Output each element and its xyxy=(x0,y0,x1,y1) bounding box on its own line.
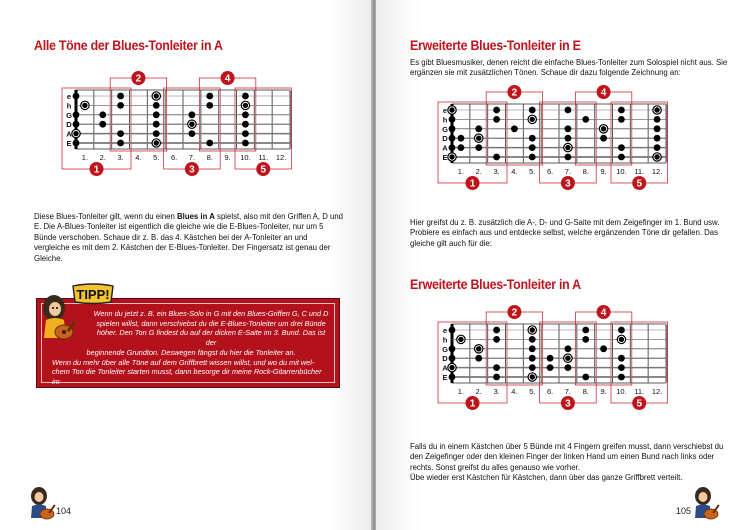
note-marker xyxy=(242,111,249,118)
root-note-center xyxy=(154,140,159,145)
fretboard-svg xyxy=(58,66,308,188)
fret-number: 4. xyxy=(135,153,142,162)
note-marker xyxy=(565,135,572,142)
fret-number: 1. xyxy=(457,167,465,176)
tip-line: Voggenreiter Verlag. xyxy=(52,386,119,396)
note-marker xyxy=(117,102,124,109)
left-page xyxy=(0,0,372,530)
root-note-center xyxy=(154,93,159,98)
note-marker xyxy=(565,154,572,161)
string-label: G xyxy=(442,344,448,354)
note-marker xyxy=(618,374,625,381)
root-note-center xyxy=(619,337,624,342)
fretboard-svg xyxy=(434,80,684,202)
note-marker xyxy=(206,102,213,109)
note-marker xyxy=(117,140,124,147)
fretboard-diagram-e-extended xyxy=(434,80,684,202)
note-marker xyxy=(493,116,500,123)
note-marker xyxy=(449,327,456,334)
fret-number: 11. xyxy=(634,167,645,176)
fret-number: 7. xyxy=(564,167,572,176)
note-marker xyxy=(529,107,536,114)
note-marker xyxy=(242,140,249,147)
note-marker xyxy=(493,327,500,334)
note-marker xyxy=(493,336,500,343)
fret-number: 11. xyxy=(258,153,269,162)
note-marker xyxy=(600,345,607,352)
string-label: A xyxy=(442,363,448,373)
root-note-center xyxy=(449,107,454,112)
fret-number: 8. xyxy=(582,167,589,176)
middle-paragraph: Hier greifst du z. B. zusätzlich die A-, D- und G-Saite mit dem Zeigefinger im 1. Bund usw. Probiere es einfach aus und entdecke selbst, welche ergänzenden Töne dir gefallen. Das gleiche gilt auch für die: xyxy=(410,218,720,248)
note-marker xyxy=(73,121,80,128)
paragraph-part2: spielst, also mit den Griffen A, D und E. Die A-Blues-Tonleiter ist eigentlich die gleiche wie die E-Blues-Tonleiter, nur um 5 Bünde verschoben. Schaue dir z. B. das 4. Kästchen bei der A-Tonleiter an und vergleiche es mit dem 2. Kästchen der E-Blues-Tonleiter. Der Fingersatz ist genau der Gleiche. xyxy=(34,212,344,263)
note-marker xyxy=(618,355,625,362)
note-marker xyxy=(117,93,124,100)
root-note-center xyxy=(601,126,606,131)
note-marker xyxy=(529,135,536,142)
fretboard-svg xyxy=(434,300,684,422)
note-marker xyxy=(582,336,589,343)
note-marker xyxy=(618,154,625,161)
note-marker xyxy=(475,144,482,151)
root-note-center xyxy=(476,136,481,141)
note-marker xyxy=(117,130,124,137)
tip-badge xyxy=(70,283,116,305)
fret-number: 10. xyxy=(616,167,627,176)
root-note-center xyxy=(530,327,535,332)
position-box-number: 3 xyxy=(189,164,195,176)
paragraph-a-blues xyxy=(34,212,344,264)
note-marker xyxy=(475,355,482,362)
page-number-right: 105 xyxy=(676,506,692,516)
root-note-center xyxy=(530,117,535,122)
fret-number: 5. xyxy=(529,387,536,396)
fret-number: 1. xyxy=(81,153,89,162)
heading-e-extended: Erweiterte Blues-Tonleiter in E xyxy=(410,38,581,53)
note-marker xyxy=(458,144,465,151)
note-marker xyxy=(206,93,213,100)
note-marker xyxy=(449,345,456,352)
heading-a-extended: Erweiterte Blues-Tonleiter in A xyxy=(410,277,581,292)
string-label: D xyxy=(442,354,448,364)
fret-number: 5. xyxy=(153,153,160,162)
fret-number: 6. xyxy=(170,153,178,162)
tip-line: höher. Den Ton G findest du auf der dicken E-Saite im 3. Bund. Das ist der xyxy=(96,328,326,348)
fret-number: 6. xyxy=(546,387,554,396)
string-label: G xyxy=(442,124,448,134)
fret-number: 8. xyxy=(582,387,589,396)
tip-line: Wenn du mehr über alle Töne auf dem Griffbrett wissen willst, und wo du mit wel- xyxy=(52,357,315,367)
root-note-center xyxy=(476,346,481,351)
string-label: e xyxy=(442,106,448,115)
fret-number: 12. xyxy=(275,153,287,162)
fret-number: 3. xyxy=(117,153,124,162)
note-marker xyxy=(493,364,500,371)
root-note-center xyxy=(565,145,570,150)
root-note-center xyxy=(458,337,463,342)
note-marker xyxy=(582,116,589,123)
note-marker xyxy=(547,355,554,362)
string-label: h xyxy=(442,115,448,125)
note-marker xyxy=(99,111,106,118)
note-marker xyxy=(529,345,536,352)
note-marker xyxy=(242,121,249,128)
string-label: A xyxy=(442,143,448,153)
paragraph-bold: Blues in A xyxy=(177,212,215,221)
note-marker xyxy=(73,111,80,118)
tip-line: chem Ton die Tonleiter starten musst, dann besorge dir meine Rock-Gitarrenbücher im xyxy=(52,367,322,386)
string-label: E xyxy=(442,153,448,162)
note-marker xyxy=(529,336,536,343)
fret-number: 1. xyxy=(457,387,465,396)
fret-number: 7. xyxy=(564,387,572,396)
fret-number: 2. xyxy=(475,387,482,396)
root-note-center xyxy=(189,122,194,127)
note-marker xyxy=(189,111,196,118)
position-box-number: 5 xyxy=(636,398,643,410)
note-marker xyxy=(153,102,160,109)
string-label: E xyxy=(442,373,448,382)
note-marker xyxy=(582,374,589,381)
note-marker xyxy=(582,327,589,334)
note-marker xyxy=(618,116,625,123)
fret-number: 4. xyxy=(511,387,518,396)
note-marker xyxy=(475,125,482,132)
tip-text xyxy=(52,309,330,396)
root-note-center xyxy=(82,103,87,108)
root-note-center xyxy=(654,107,659,112)
string-label: h xyxy=(442,335,448,345)
position-box-number: 5 xyxy=(636,178,643,190)
note-marker xyxy=(618,364,625,371)
note-marker xyxy=(654,144,661,151)
root-note-center xyxy=(243,103,248,108)
note-marker xyxy=(654,135,661,142)
root-note-center xyxy=(73,131,78,136)
note-marker xyxy=(449,116,456,123)
mascot-icon xyxy=(28,486,58,522)
paragraph-part1: Diese Blues-Tonleiter gilt, wenn du einen xyxy=(34,212,178,221)
note-marker xyxy=(565,345,572,352)
note-marker xyxy=(493,374,500,381)
note-marker xyxy=(618,327,625,334)
string-label: h xyxy=(66,101,72,111)
note-marker xyxy=(529,355,536,362)
note-marker xyxy=(206,140,213,147)
note-marker xyxy=(449,135,456,142)
fret-number: 12. xyxy=(651,167,663,176)
string-label: E xyxy=(66,139,72,148)
position-box-number: 2 xyxy=(511,87,518,99)
note-marker xyxy=(73,93,80,100)
fret-number: 8. xyxy=(206,153,213,162)
fret-number: 3. xyxy=(493,387,500,396)
note-marker xyxy=(449,125,456,132)
note-marker xyxy=(511,125,518,132)
note-marker xyxy=(99,121,106,128)
tip-line: spielen willst, dann verschiebst du die E-Blues-Tonleiter um drei Bünde xyxy=(96,318,326,328)
note-marker xyxy=(547,364,554,371)
root-note-center xyxy=(449,154,454,159)
note-marker xyxy=(449,144,456,151)
fret-number: 11. xyxy=(634,387,645,396)
position-box-number: 5 xyxy=(260,164,267,176)
root-note-center xyxy=(654,154,659,159)
note-marker xyxy=(449,355,456,362)
note-marker xyxy=(189,130,196,137)
tip-badge-label: TIPP! xyxy=(76,287,110,302)
string-label: A xyxy=(66,129,72,139)
note-marker xyxy=(242,93,249,100)
fret-number: 12. xyxy=(651,387,663,396)
position-box-number: 4 xyxy=(600,87,607,99)
intro-paragraph: Es gibt Bluesmusiker, denen reicht die einfache Blues-Tonleiter zum Solospiel nicht aus. Sie ergänzen sie mit zusätzlichen Tönen. Schaue dir dazu folgende Zeichnung an: xyxy=(410,58,728,78)
fretboard-diagram-a-blues xyxy=(58,66,308,188)
position-box-number: 1 xyxy=(469,178,476,190)
fret-number: 2. xyxy=(475,167,482,176)
fret-number: 5. xyxy=(529,167,536,176)
fret-number: 9. xyxy=(600,387,607,396)
position-box-number: 2 xyxy=(135,73,142,85)
fret-number: 9. xyxy=(600,167,607,176)
bottom-paragraph: Falls du in einem Kästchen über 5 Bünde mit 4 Fingern greifen musst, dann verschiebst du den Zeigefinger oder den kleinen Finger der linken Hand um einen Bund nach links oder rechts. Sonst greifst du alles genauso wie vorher. Übe wieder erst Kästchen für Kästchen, dann über das ganze Griffbrett verteilt. xyxy=(410,442,724,483)
note-marker xyxy=(565,107,572,114)
fret-number: 10. xyxy=(240,153,251,162)
fret-number: 6. xyxy=(546,167,554,176)
tip-line: beginnende Grundton. Deswegen fängst du hier die Tonleiter an. xyxy=(86,347,296,357)
string-label: D xyxy=(66,120,72,130)
note-marker xyxy=(153,121,160,128)
note-marker xyxy=(654,125,661,132)
string-label: G xyxy=(66,110,72,120)
position-box-number: 4 xyxy=(224,73,231,85)
note-marker xyxy=(654,116,661,123)
fret-number: 3. xyxy=(493,167,500,176)
note-marker xyxy=(153,130,160,137)
root-note-center xyxy=(530,374,535,379)
note-marker xyxy=(600,135,607,142)
position-box-number: 3 xyxy=(565,178,571,190)
string-label: e xyxy=(442,326,448,335)
fret-number: 10. xyxy=(616,387,627,396)
note-marker xyxy=(458,135,465,142)
note-marker xyxy=(449,374,456,381)
note-marker xyxy=(529,364,536,371)
heading-a-blues: Alle Töne der Blues-Tonleiter in A xyxy=(34,38,223,53)
fret-number: 9. xyxy=(224,153,231,162)
string-label: D xyxy=(442,134,448,144)
page-number-left: 104 xyxy=(56,506,72,516)
note-marker xyxy=(565,125,572,132)
note-marker xyxy=(618,107,625,114)
note-marker xyxy=(565,364,572,371)
note-marker xyxy=(493,107,500,114)
note-marker xyxy=(73,140,80,147)
position-box-number: 2 xyxy=(511,307,518,319)
note-marker xyxy=(493,154,500,161)
note-marker xyxy=(529,144,536,151)
note-marker xyxy=(618,144,625,151)
note-marker xyxy=(153,111,160,118)
right-page xyxy=(376,0,750,530)
fret-number: 7. xyxy=(188,153,196,162)
tip-box xyxy=(36,298,340,396)
position-box-number: 1 xyxy=(469,398,476,410)
note-marker xyxy=(529,154,536,161)
fretboard-diagram-a-extended xyxy=(434,300,684,422)
position-box-number: 1 xyxy=(93,164,100,176)
tip-line: Wenn du jetzt z. B. ein Blues-Solo in G mit den Blues-Griffen G, C und D xyxy=(93,309,329,318)
fret-number: 2. xyxy=(99,153,106,162)
string-label: e xyxy=(66,92,72,101)
note-marker xyxy=(242,130,249,137)
position-box-number: 4 xyxy=(600,307,607,319)
root-note-center xyxy=(565,356,570,361)
root-note-center xyxy=(449,365,454,370)
mascot-icon xyxy=(692,486,722,522)
fret-number: 4. xyxy=(511,167,518,176)
position-box-number: 3 xyxy=(565,398,571,410)
